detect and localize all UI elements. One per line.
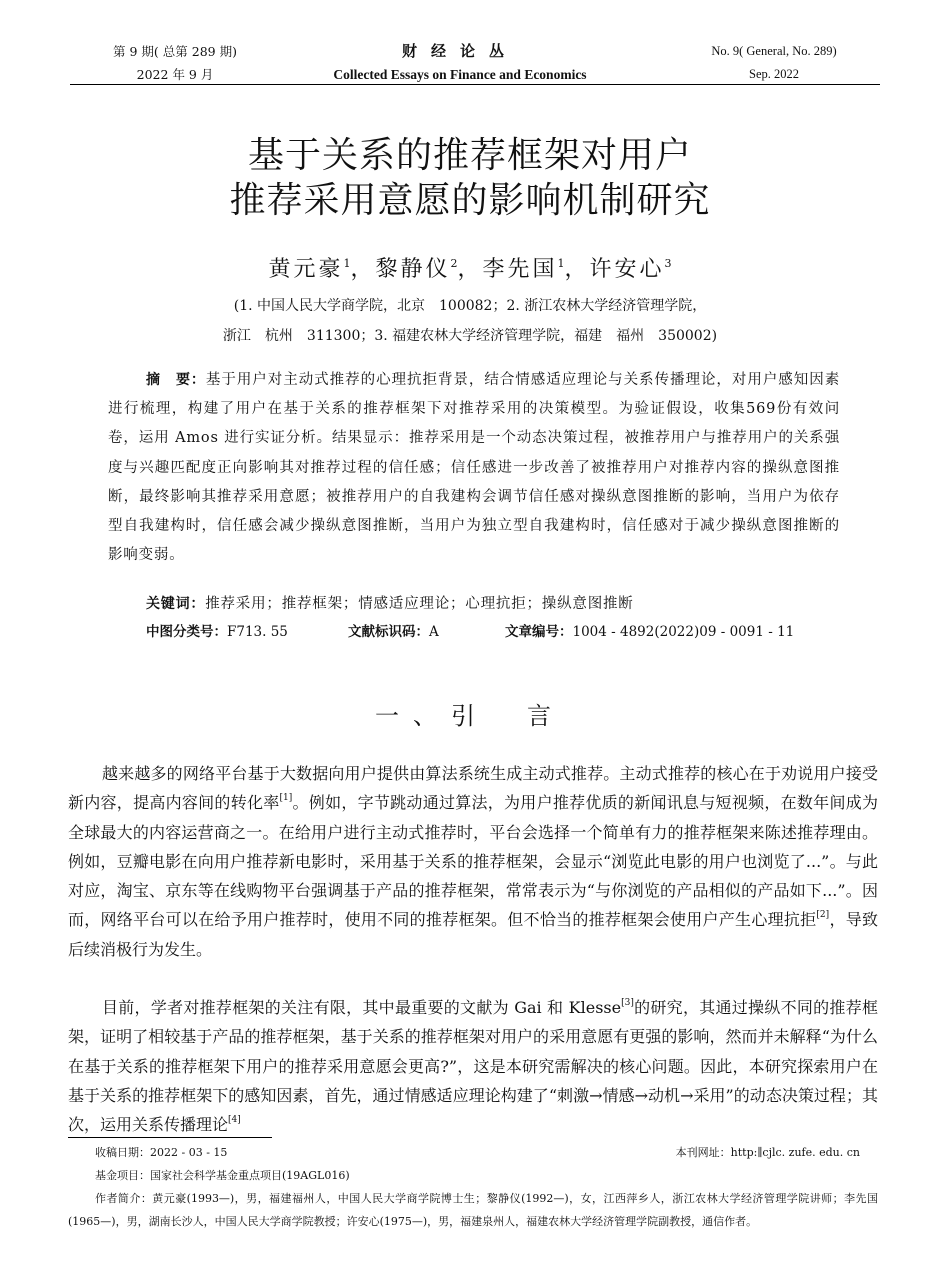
header-rule: [70, 84, 880, 85]
author-list: [80, 255, 860, 285]
running-header-left: [95, 40, 255, 86]
keywords-text: 推荐采用；推荐框架；情感适应理论；心理抗拒；操纵意图推断: [205, 596, 634, 612]
article-number: [505, 620, 794, 644]
doc-code-label: 文献标识码：: [348, 624, 429, 640]
author-name: 李先国: [482, 257, 558, 282]
abstract-text: 基于用户对主动式推荐的心理抗拒背景，结合情感适应理论与关系传播理论，对用户感知因素进行梳理，构建了用户在基于关系的推荐框架下对推荐采用的决策模型。为验证假设，收集569份有效问卷，运用 Amos 进行实证分析。结果显示：推荐采用是一个动态决策过程，被推荐用户与推荐用户的关系强度与兴趣匹配度正向影响其对推荐过程的信任感；信任感进一步改善了被推荐用户对推荐内容的操纵意图推断，最终影响其推荐采用意愿；被推荐用户的自我建构会调节信任感对操纵意图推断的影响，当用户为依存型自我建构时，信任感会减少操纵意图推断，当用户为独立型自我建构时，信任感对于减少操纵意图推断的影响变弱。: [108, 372, 841, 564]
article-number-label: 文章编号：: [505, 624, 573, 640]
abstract-label: 摘 要：: [146, 372, 206, 388]
issue-en: No. 9( General, No. 289): [711, 44, 837, 58]
clc-number: [146, 620, 288, 644]
document-code: [348, 620, 439, 644]
received-date: 收稿日期：2022 - 03 - 15: [95, 1146, 228, 1159]
date-cn: 2022 年 9 月: [136, 67, 214, 82]
article-title: [80, 133, 860, 223]
date-en: Sep. 2022: [749, 67, 799, 81]
author-separator: ，: [350, 257, 376, 282]
citation[interactable]: [4]: [228, 1115, 241, 1126]
running-header-right: [690, 40, 858, 86]
article-number-value: 1004 - 4892(2022)09 - 0091 - 11: [572, 624, 795, 640]
author-name: 黎静仪: [375, 257, 451, 282]
author-bio: 作者简介：黄元豪(1993—)，男，福建福州人，中国人民大学商学院博士生；黎静仪(1992—)，女，江西萍乡人，浙江农林大学经济管理学院讲师；李先国(1965—)，男，湖南长沙人，中国人民大学商学院教授；许安心(1975—)，男，福建泉州人，福建农林大学经济管理学院副教授，通信作者。: [68, 1192, 878, 1228]
author-name: 黄元豪: [268, 257, 344, 282]
clc-value: F713. 55: [227, 624, 288, 640]
fund-info: 基金项目：国家社会科学基金重点项目(19AGL016): [95, 1169, 350, 1182]
paragraph-text: ，导致后续消极行为发生。: [68, 910, 878, 959]
doc-code-value: A: [429, 624, 439, 640]
author-affiliation-mark: 1: [343, 257, 351, 270]
author-affiliation-mark: 1: [557, 257, 565, 270]
citation[interactable]: [2]: [816, 910, 830, 921]
body-paragraph: [68, 993, 878, 1139]
keywords-label: 关键词：: [146, 596, 206, 612]
author-affiliation-mark: 3: [664, 257, 672, 270]
body-paragraph: [68, 759, 878, 964]
author-separator: ，: [457, 257, 483, 282]
paragraph-text: 目前，学者对推荐框架的关注有限，其中最重要的文献为 Gai 和 Klesse: [102, 998, 622, 1017]
title-line-1: 基于关系的推荐框架对用户: [247, 135, 692, 176]
title-line-2: 推荐采用意愿的影响机制研究: [229, 180, 711, 221]
section-heading: 一、引 言: [375, 702, 565, 730]
citation[interactable]: [1]: [279, 793, 293, 804]
affiliations: [130, 291, 810, 351]
keywords: [146, 592, 846, 616]
author-separator: ，: [564, 257, 590, 282]
affiliation-line-1: (1. 中国人民大学商学院，北京 100082；2. 浙江农林大学经济管理学院，: [233, 298, 707, 314]
journal-name-en: Collected Essays on Finance and Economics: [333, 67, 587, 82]
journal-url[interactable]: 本刊网址：http:∥cjlc. zufe. edu. cn: [675, 1146, 860, 1159]
paragraph-text: 的研究，其通过操纵不同的推荐框架，证明了相较基于产品的推荐框架，基于关系的推荐框架对用户的采用意愿有更强的影响，然而并未解释“为什么在基于关系的推荐框架下用户的推荐采用意愿会更高?”，这是本研究需解决的核心问题。因此，本研究探索用户在基于关系的推荐框架下的感知因素，首先，通过情感适应理论构建了“刺激→情感→动机→采用”的动态决策过程；其次，运用关系传播理论: [68, 998, 878, 1135]
author-affiliation-mark: 2: [450, 257, 458, 270]
paragraph-text: 。例如，字节跳动通过算法，为用户推荐优质的新闻讯息与短视频，在数年间成为全球最大的内容运营商之一。在给用户进行主动式推荐时，平台会选择一个简单有力的推荐框架来陈述推荐理由。例如，豆瓣电影在向用户推荐新电影时，采用基于关系的推荐框架，会显示“浏览此电影的用户也浏览了...”。与此对应，淘宝、京东等在线购物平台强调基于产品的推荐框架，常常表示为“与你浏览的产品相似的产品如下...”。因而，网络平台可以在给予用户推荐时，使用不同的推荐框架。但不恰当的推荐框架会使用户产生心理抗拒: [68, 793, 878, 930]
issue-cn: 第 9 期( 总第 289 期): [113, 44, 237, 59]
journal-name-cn: 财经论丛: [401, 42, 518, 60]
citation[interactable]: [3]: [621, 998, 634, 1008]
running-header-center: [300, 40, 620, 86]
abstract: [108, 366, 840, 570]
author-name: 许安心: [589, 257, 665, 282]
footnote-rule: [68, 1137, 272, 1138]
clc-label: 中图分类号：: [146, 624, 227, 640]
paragraph-text: 越来越多的网络平台基于大数据向用户提供由算法系统生成主动式推荐。主动式推荐的核心在于劝说用户接受新内容，提高内容间的转化率: [68, 764, 878, 813]
affiliation-line-2: 浙江 杭州 311300；3. 福建农林大学经济管理学院，福建 福州 350002): [222, 328, 718, 344]
